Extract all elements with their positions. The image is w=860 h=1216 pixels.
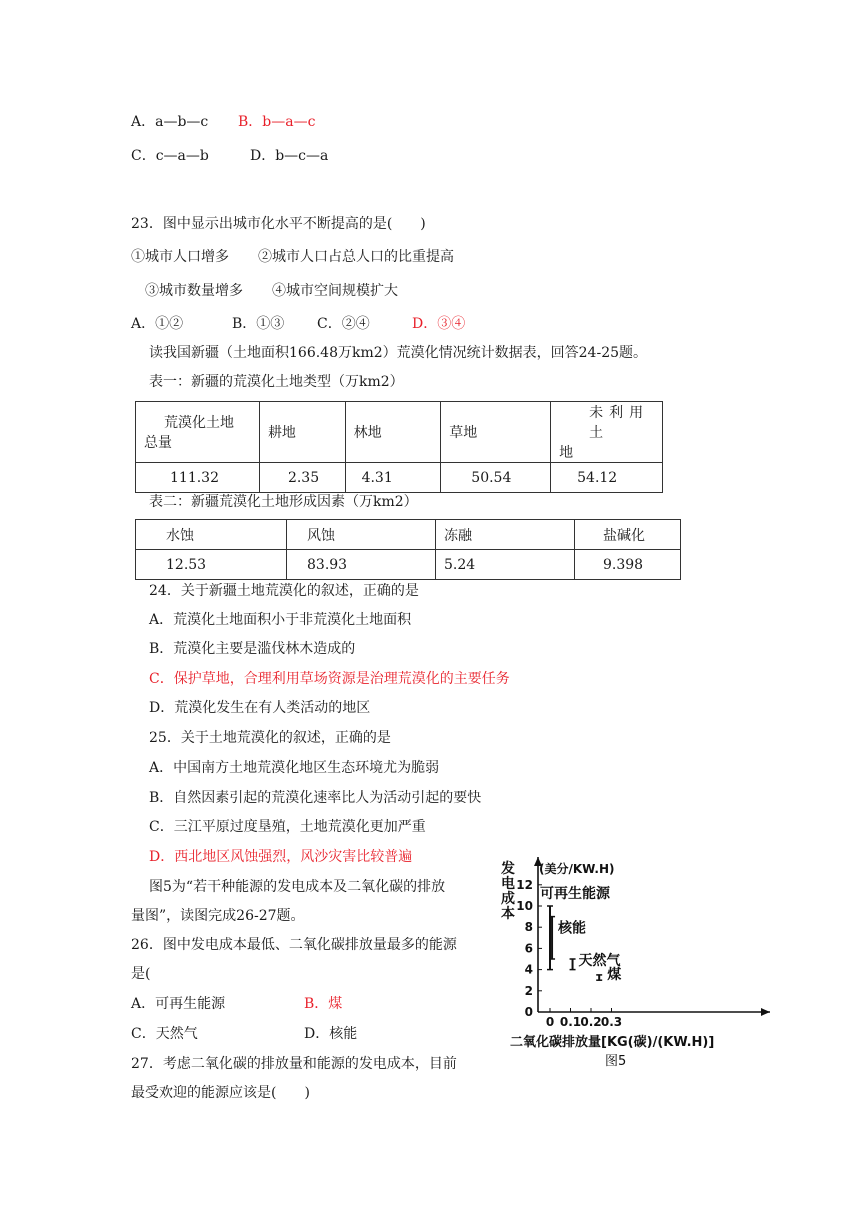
- q26-stem-line1: 26．图中发电成本最低、二氧化碳排放量最多的能源: [131, 937, 457, 953]
- y-axis-label-char: 成: [501, 891, 515, 907]
- q27-stem-line1: 27．考虑二氧化碳的排放量和能源的发电成本，目前: [131, 1056, 457, 1072]
- table1-caption: 表一：新疆的荒漠化土地类型（万km2）: [149, 374, 404, 390]
- y-axis-label-char: 电: [501, 876, 515, 892]
- y-tick-label: 0: [524, 1005, 533, 1019]
- reading-intro: 读我国新疆（土地面积166.48万km2）荒漠化情况统计数据表，回答24-25题。: [149, 345, 648, 361]
- q23-item-3: ③城市数量增多: [145, 283, 243, 299]
- table1-header-forest: 林地: [345, 402, 441, 463]
- q22-option-d: D．b—c—a: [250, 148, 329, 164]
- table1-header-total-line2: 总量: [144, 435, 172, 451]
- series-label: 煤: [607, 966, 622, 983]
- q23-option-b: B．①③: [232, 316, 285, 332]
- x-axis-label: 二氧化碳排放量[KG(碳)/(KW.H)]: [510, 1035, 715, 1050]
- q26-option-d: D．核能: [304, 1026, 358, 1042]
- q23-option-c: C．②④: [317, 316, 370, 332]
- table1-header-unused-line1: 未利用土: [589, 405, 650, 441]
- q25-option-d-answer: D．西北地区风蚀强烈，风沙灾害比较普遍: [149, 849, 413, 865]
- q23-item-4: ④城市空间规模扩大: [272, 283, 398, 299]
- y-tick-label: 6: [524, 941, 533, 956]
- q25-option-a: A．中国南方土地荒漠化地区生态环境尤为脆弱: [149, 760, 440, 776]
- q22-option-a: A．a—b—c: [131, 114, 209, 130]
- q25-stem: 25．关于土地荒漠化的叙述，正确的是: [149, 730, 391, 746]
- table2-value-water: 12.53: [136, 550, 287, 580]
- figure-caption: 图5: [605, 1054, 627, 1069]
- table1-header-unused-line2: 地: [559, 445, 574, 461]
- table2-header-water: 水蚀: [136, 520, 287, 550]
- series-label: 核能: [558, 920, 587, 937]
- series-label: 可再生能源: [540, 886, 610, 902]
- table2: [135, 519, 681, 580]
- fig5-intro-line1: 图5为“若干种能源的发电成本及二氧化碳的排放: [149, 879, 446, 895]
- q23-stem: 23．图中显示出城市化水平不断提高的是( ): [131, 216, 426, 232]
- table2-header-freeze: 冻融: [436, 520, 575, 550]
- q25-option-b: B．自然因素引起的荒漠化速率比人为活动引起的要快: [149, 790, 482, 806]
- q23-option-a: A．①②: [131, 316, 184, 332]
- series-label: 天然气: [578, 953, 621, 969]
- q24-option-b: B．荒漠化主要是滥伐林木造成的: [149, 641, 356, 657]
- table1-value-grassland: 50.54: [441, 463, 551, 493]
- q26-option-c: C．天然气: [131, 1026, 198, 1042]
- table1-value-farmland: 2.35: [259, 463, 345, 493]
- q27-stem-line2: 最受欢迎的能源应该是( ): [131, 1085, 310, 1101]
- q24-option-d: D．荒漠化发生在有人类活动的地区: [149, 700, 371, 716]
- x-tick-label: 0.1: [559, 1015, 582, 1029]
- table1-header-grassland: 草地: [441, 402, 551, 463]
- q24-option-c-answer: C．保护草地，合理利用草场资源是治理荒漠化的主要任务: [149, 671, 510, 687]
- table1-header-total: [136, 402, 260, 463]
- q23-option-d-answer: D．③④: [412, 316, 466, 332]
- y-axis-unit: (美分/KW.H): [539, 862, 615, 876]
- y-tick-label: 10: [516, 899, 533, 913]
- table2-value-freeze: 5.24: [436, 550, 575, 580]
- q22-option-c: C．c—a—b: [131, 148, 209, 164]
- y-tick-label: 2: [524, 983, 533, 998]
- q26-stem-line2: 是(: [131, 966, 151, 982]
- y-tick-label: 4: [524, 962, 533, 977]
- table1-header-unused: [551, 402, 663, 463]
- table1-value-unused: 54.12: [551, 463, 663, 493]
- q23-item-1: ①城市人口增多: [131, 249, 229, 265]
- x-axis-arrow: [761, 1008, 770, 1016]
- q22-option-b-answer: B．b—a—c: [238, 114, 316, 130]
- table1-header-farmland: 耕地: [259, 402, 345, 463]
- y-tick-label: 12: [516, 877, 533, 892]
- y-axis-label-char: 本: [501, 906, 515, 922]
- table2-caption: 表二：新疆荒漠化土地形成因素（万km2）: [149, 494, 418, 510]
- y-axis-label-char: 发: [501, 861, 515, 877]
- x-tick-label: 0: [545, 1015, 555, 1029]
- q24-option-a: A．荒漠化土地面积小于非荒漠化土地面积: [149, 612, 412, 628]
- q25-option-c: C．三江平原过度垦殖，土地荒漠化更加严重: [149, 819, 426, 835]
- q26-option-a: A．可再生能源: [131, 996, 226, 1012]
- x-tick-label: 0.3: [600, 1015, 623, 1029]
- y-tick-label: 8: [524, 920, 533, 935]
- x-tick-label: 0.2: [580, 1015, 602, 1029]
- table1-header-total-line1: 荒漠化土地: [164, 415, 234, 431]
- table2-value-saline: 9.398: [575, 550, 681, 580]
- table1-value-total: 111.32: [136, 463, 260, 493]
- table2-header-wind: 风蚀: [287, 520, 436, 550]
- table2-value-wind: 83.93: [287, 550, 436, 580]
- table1: [135, 401, 663, 493]
- table1-value-forest: 4.31: [345, 463, 441, 493]
- q23-item-2: ②城市人口占总人口的比重提高: [258, 249, 454, 265]
- fig5-chart: [490, 852, 790, 1074]
- fig5-intro-line2: 量图”，读图完成26-27题。: [131, 908, 305, 924]
- table2-header-saline: 盐碱化: [575, 520, 681, 550]
- q26-option-b-answer: B．煤: [304, 996, 343, 1012]
- q24-stem: 24．关于新疆土地荒漠化的叙述，正确的是: [149, 583, 419, 599]
